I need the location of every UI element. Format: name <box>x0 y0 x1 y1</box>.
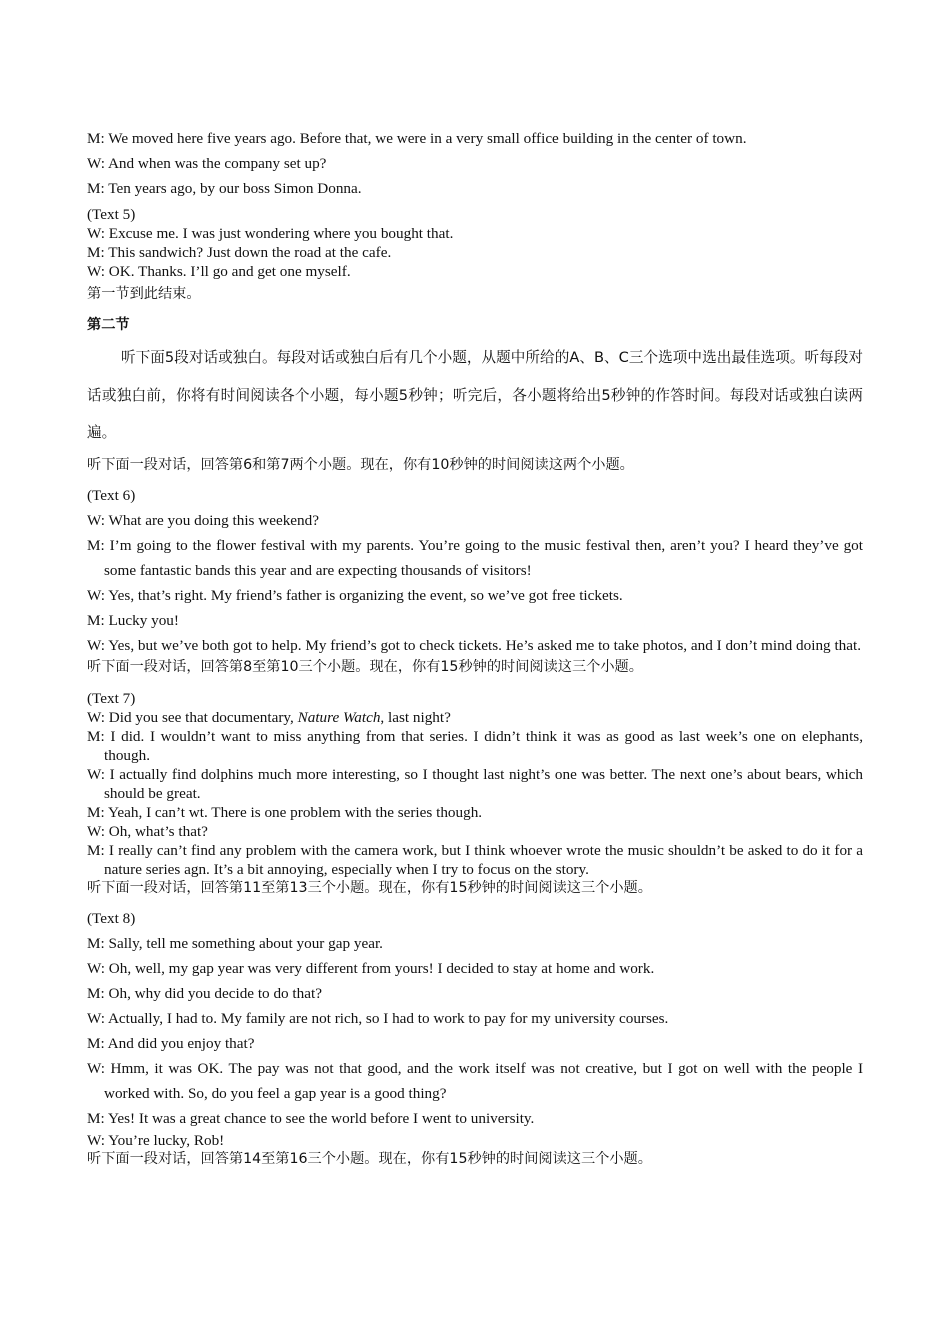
text-5-heading: (Text 5) <box>87 206 136 223</box>
dialogue-line: W: You’re lucky, Rob! <box>87 1131 225 1149</box>
dialogue-line: W: Excuse me. I was just wondering where you bought that. <box>87 225 454 242</box>
dialogue-line: W: Oh, what’s that? <box>87 822 208 840</box>
dialogue-line: W: I actually find dolphins much more interesting, so I thought last night’s one was better. The next one’s about bears, which should be great. <box>87 765 863 802</box>
dialogue-line <box>87 708 863 727</box>
dialogue-line: M: We moved here five years ago. Before that, we were in a very small office building in the center of town. <box>87 130 747 147</box>
dialogue-line: M: Yes! It was a great chance to see the world before I went to university. <box>87 1109 535 1127</box>
dialogue-line: M: Oh, why did you decide to do that? <box>87 984 322 1002</box>
dialogue-line: W: Hmm, it was OK. The pay was not that good, and the work itself was not creative, but I got on well with the people I worked with. So, do you feel a gap year is a good thing? <box>87 1059 863 1102</box>
text-8-heading: (Text 8) <box>87 909 136 927</box>
question-prompt: 听下面一段对话，回答第6和第7两个小题。现在，你有10秒钟的时间阅读这两个小题。 <box>87 456 634 473</box>
question-prompt: 听下面一段对话，回答第8至第10三个小题。现在，你有15秒钟的时间阅读这三个小题。 <box>87 658 643 675</box>
dialogue-line: W: Yes, but we’ve both got to help. My friend’s got to check tickets. He’s asked me to take photos, and I don’t mind doing that. <box>87 636 862 654</box>
dialogue-line: M: Ten years ago, by our boss Simon Donna. <box>87 180 362 197</box>
section-end-note: 第一节到此结束。 <box>87 286 201 302</box>
documentary-title: Nature Watch <box>297 708 381 726</box>
dialogue-line: M: Yeah, I can’t wt. There is one problem with the series though. <box>87 803 483 821</box>
dialogue-line: M: I’m going to the flower festival with my parents. You’re going to the music festival then, aren’t you? I heard they’ve got some fantastic bands this year and are expecting thousands of visitors! <box>87 536 863 579</box>
dialogue-line: M: I really can’t find any problem with the camera work, but I think whoever wrote the music shouldn’t be asked to do it for a nature series agn. It’s a bit annoying, especially when I try to focus on the story. <box>87 841 863 878</box>
dialogue-text: W: Did you see that documentary, <box>87 708 298 726</box>
dialogue-line: M: This sandwich? Just down the road at the cafe. <box>87 244 392 261</box>
dialogue-line: W: Actually, I had to. My family are not rich, so I had to work to pay for my university courses. <box>87 1009 669 1027</box>
dialogue-line: M: Lucky you! <box>87 611 179 629</box>
dialogue-line: W: And when was the company set up? <box>87 155 327 172</box>
question-prompt: 听下面一段对话，回答第14至第16三个小题。现在，你有15秒钟的时间阅读这三个小题。 <box>87 1150 652 1167</box>
text-7-heading: (Text 7) <box>87 689 136 707</box>
text-6-heading: (Text 6) <box>87 486 136 504</box>
dialogue-line: M: And did you enjoy that? <box>87 1034 255 1052</box>
section-2-title: 第二节 <box>87 317 130 333</box>
dialogue-line: W: Yes, that’s right. My friend’s father is organizing the event, so we’ve got free tickets. <box>87 586 623 604</box>
dialogue-text: , last night? <box>380 708 451 726</box>
dialogue-line: W: Oh, well, my gap year was very different from yours! I decided to stay at home and work. <box>87 959 655 977</box>
document-page <box>87 126 863 1169</box>
dialogue-line: M: Sally, tell me something about your gap year. <box>87 934 383 952</box>
dialogue-line: M: I did. I wouldn’t want to miss anything from that series. I didn’t think it was as good as last week’s one on elephants, though. <box>87 727 863 764</box>
question-prompt: 听下面一段对话，回答第11至第13三个小题。现在，你有15秒钟的时间阅读这三个小题。 <box>87 879 652 896</box>
dialogue-line: W: OK. Thanks. I’ll go and get one myself. <box>87 263 351 280</box>
dialogue-line: W: What are you doing this weekend? <box>87 511 319 529</box>
section-2-instructions: 听下面5段对话或独白。每段对话或独白后有几个小题，从题中所给的A、B、C三个选项中选出最佳选项。听每段对话或独白前，你将有时间阅读各个小题，每小题5秒钟；听完后，各小题将给出5秒钟的作答时间。每段对话或独白读两遍。 <box>87 349 863 441</box>
